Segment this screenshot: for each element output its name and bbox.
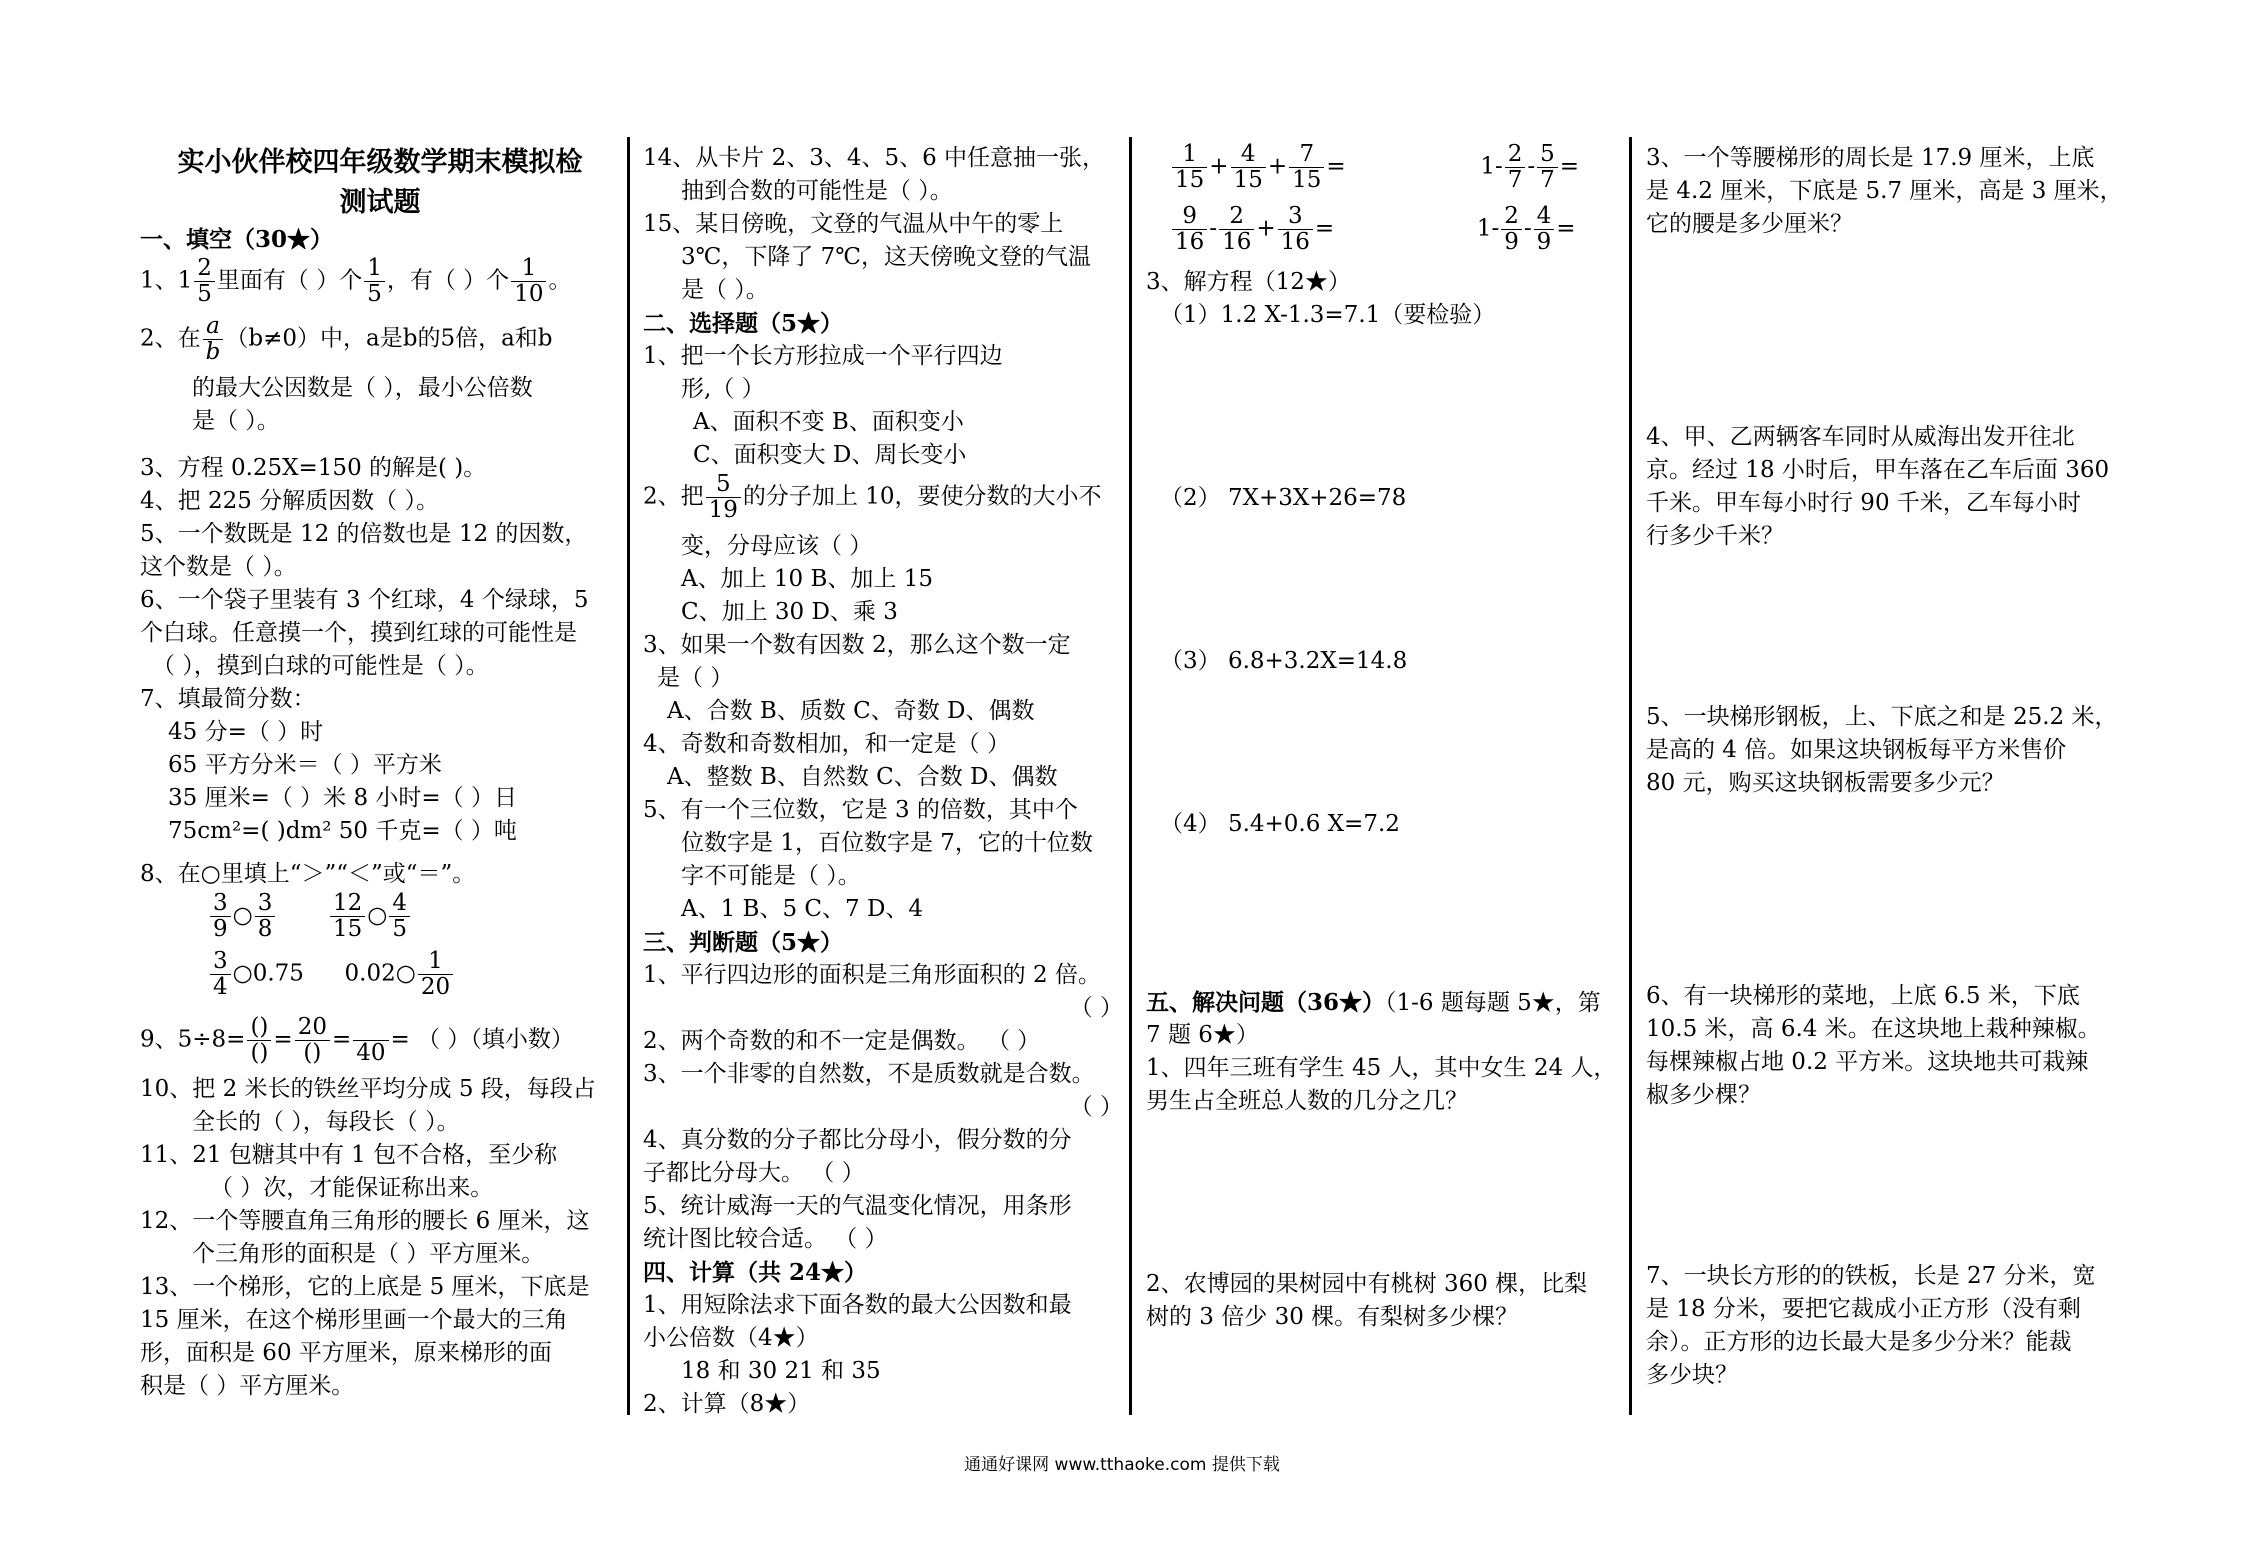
question-8: 8、在○里填上“＞”“＜”或“＝”。 [140, 861, 476, 887]
question-7: 7、填最简分数： [140, 686, 316, 712]
calc-3: 3、解方程（12★） [1146, 269, 1351, 295]
calc-2: 2、计算（8★） [643, 1391, 811, 1417]
judge-4: 4、真分数的分子都比分母小，假分数的分 [643, 1127, 1072, 1153]
column-divider [1629, 137, 1632, 1415]
choice-2: 2、把 $\frac{5}{19}$ 的分子加上 10，要使分数的大小不 [643, 471, 1102, 523]
footer-credit: 通通好课网 www.tthaoke.com 提供下载 [964, 1455, 1280, 1475]
problem-4: 4、甲、乙两辆客车同时从威海出发开往北 [1646, 424, 2075, 450]
question-13: 13、一个梯形，它的上底是 5 厘米，下底是 [140, 1274, 590, 1300]
column-divider [627, 137, 630, 1415]
question-15: 15、某日傍晚，文登的气温从中午的零上 [643, 211, 1064, 237]
calc-row-2: $\frac{9}{16}$ - $\frac{2}{16}$ + $\frac{3}{16}$ = 1- $\frac{2}{9}$ - $\frac{4}{9}$ = [1146, 204, 1626, 266]
problem-7: 7、一块长方形的的铁板，长是 27 分米，宽 [1646, 1263, 2096, 1289]
question-12: 12、一个等腰直角三角形的腰长 6 厘米，这 [140, 1208, 590, 1234]
judge-3: 3、一个非零的自然数，不是质数就是合数。 [643, 1061, 1095, 1087]
problem-5: 5、一块梯形钢板，上、下底之和是 25.2 米， [1646, 704, 2118, 730]
section-heading: 四、计算（共 24★） [643, 1259, 868, 1286]
calc-row-1: $\frac{1}{15}$ + $\frac{4}{15}$ + $\frac{7}{15}$ = 1- $\frac{2}{7}$ - $\frac{5}{7}$ = [1146, 142, 1626, 204]
problem-6: 6、有一块梯形的菜地，上底 6.5 米，下底 [1646, 983, 2080, 1009]
equation-4: （4） 5.4+0.6 X=7.2 [1160, 811, 1400, 837]
question-6: 6、一个袋子里装有 3 个红球，4 个绿球，5 [140, 587, 589, 613]
choice-3: 3、如果一个数有因数 2，那么这个数一定 [643, 632, 1071, 658]
question-2: 2、在 $\frac{a}{b}$ （b≠0）中，a是b的5倍，a和b [140, 313, 553, 365]
question-10: 10、把 2 米长的铁丝平均分成 5 段，每段占 [140, 1076, 596, 1102]
choice-1: 1、把一个长方形拉成一个平行四边 [643, 343, 1003, 369]
section-heading: 一、填空（30★） [140, 226, 334, 253]
equation-2: （2） 7X+3X+26=78 [1160, 485, 1407, 511]
column-divider [1129, 137, 1132, 1415]
equation-3: （3） 6.8+3.2X=14.8 [1160, 648, 1408, 674]
calc-1: 1、用短除法求下面各数的最大公因数和最 [643, 1292, 1072, 1318]
column-4: 3、一个等腰梯形的周长是 17.9 厘米，上底 是 4.2 厘米，下底是 5.7 厘米，高是 3 厘米， 它的腰是多少厘米？ 4、甲、乙两辆客车同时从威海出发开往北 京。经过 18 小时后，甲车落在乙车后面 360 千米。甲车每小时行 90 千米，乙车每小时 行多少千米？ 5、一块梯形钢板，上、下底之和是 25.2 米， 是高的 4 倍。如果这块钢板每平方米售价 80 元，购买这块钢板需要多少元？ 6、有一块梯形的菜地，上底 6.5 米，下底 10.5 米，高 6.4 米。在这块地上栽种辣椒。 每棵辣椒占地 0.2 平方米。这块地共可栽辣 椒多少棵？ 7、一块长方形的的铁板，长是 27 分米，宽 是 18 分米，要把它裁成小正方形（没有剩 余）。正方形的边长最大是多少分米？能裁 多少块？ [1646, 142, 2126, 1392]
section-heading: 二、选择题（5★） [643, 310, 844, 337]
question-1: 1、1 $\frac{2}{5}$ 里面有（ ）个 $\frac{1}{5}$ ，有（ ）个 $\frac{1}{10}$ 。 [140, 255, 572, 307]
judge-5: 5、统计威海一天的气温变化情况，用条形 [643, 1193, 1072, 1219]
choice-5: 5、有一个三位数，它是 3 的倍数，其中个 [643, 797, 1078, 823]
choice-4: 4、奇数和奇数相加，和一定是（ ） [643, 731, 1010, 757]
judge-1: 1、平行四边形的面积是三角形面积的 2 倍。 [643, 962, 1101, 988]
question-11: 11、21 包糖其中有 1 包不合格，至少称 [140, 1142, 558, 1168]
question-14: 14、从卡片 2、3、4、5、6 中任意抽一张， [643, 145, 1106, 171]
question-3: 3、方程 0.25X=150 的解是( )。 [140, 455, 487, 481]
question-9: 9、5÷8= $\frac{()}{()}$ = $\frac{20}{()}$ = 40 = （ ）（填小数） [140, 1014, 574, 1066]
question-5: 5、一个数既是 12 的倍数也是 12 的因数， [140, 521, 588, 547]
equation-1: （1）1.2 X-1.3=7.1（要检验） [1160, 302, 1496, 328]
section-heading: 五、解决问题（36★）（1-6 题每题 5★，第 [1146, 989, 1601, 1016]
problem-1: 1、四年三班有学生 45 人，其中女生 24 人， [1146, 1055, 1617, 1081]
page-title: 实小伙伴校四年级数学期末模拟检 测试题 [177, 147, 583, 218]
problem-3: 3、一个等腰梯形的周长是 17.9 厘米，上底 [1646, 145, 2095, 171]
column-3: $\frac{1}{15}$ + $\frac{4}{15}$ + $\frac{7}{15}$ = 1- $\frac{2}{7}$ - $\frac{5}{7}$ = $\frac{9}{16}$ - $\frac{2}{16}$ + $\frac{3}{16}$ = 1- $\frac{2}{9}$ - $\frac{4}{9}$ = 3、解方程（12★） （1）1.2 X-1.3=7.1（要检验） （2） 7X+3X+26=78 （3） 6.8+3.2X=14.8 （4） 5.4+0.6 X=7.2 五、解决问题（36★）（1-6 题每题 5★，第 7 题 6★） 1、四年三班有学生 45 人，其中女生 24 人， 男生占全班总人数的几分之几？ 2、农博园的果树园中有桃树 360 棵，比梨 树的 3 倍少 30 棵。有梨树多少棵？ [1146, 142, 1626, 1334]
column-2: 14、从卡片 2、3、4、5、6 中任意抽一张， 抽到合数的可能性是（ ）。 15、某日傍晚，文登的气温从中午的零上 3℃，下降了 7℃，这天傍晚文登的气温 是（ ）。 二、选择题（5★） 1、把一个长方形拉成一个平行四边 形,（ ） A、面积不变 B、面积变小 C、面积变大 D、周长变小 2、把 $\frac{5}{19}$ 的分子加上 10，要使分数的大小不 变，分母应该（ ） A、加上 10 B、加上 15 C、加上 30 D、乘 3 3、如果一个数有因数 2，那么这个数一定 是（ ） A、合数 B、质数 C、奇数 D、偶数 4、奇数和奇数相加，和一定是（ ） A、整数 B、自然数 C、合数 D、偶数 5、有一个三位数，它是 3 的倍数，其中个 位数字是 1，百位数字是 7，它的十位数 字不可能是（ ）。 A、1 B、5 C、7 D、4 三、判断题（5★） 1、平行四边形的面积是三角形面积的 2 倍。 （ ） 2、两个奇数的和不一定是偶数。 （ ） 3、一个非零的自然数，不是质数就是合数。 （ ） 4、真分数的分子都比分母小，假分数的分 子都比分母大。 （ ） 5、统计威海一天的气温变化情况，用条形 统计图比较合适。 （ ） 四、计算（共 24★） 1、用短除法求下面各数的最大公因数和最 小公倍数（4★） 18 和 30 21 和 35 2、计算（8★） [643, 142, 1123, 1421]
judge-2: 2、两个奇数的和不一定是偶数。 （ ） [643, 1028, 1041, 1054]
section-heading: 三、判断题（5★） [643, 929, 844, 956]
question-4: 4、把 225 分解质因数（ ）。 [140, 488, 439, 514]
column-1: 实小伙伴校四年级数学期末模拟检 测试题 一、填空（30★） 1、1 $\frac{2}{5}$ 里面有（ ）个 $\frac{1}{5}$ ，有（ ）个 $\frac{1}{10}$ 。 2、在 $\frac{a}{b}$ （b≠0）中，a是b的5倍，a和b 的最大公因数是（ ），最小公倍数 是（ ）。 3、方程 0.25X=150 的解是( )。 4、把 225 分解质因数（ ）。 5、一个数既是 12 的倍数也是 12 的因数， 这个数是（ ）。 6、一个袋子里装有 3 个红球，4 个绿球，5 个白球。任意摸一个，摸到红球的可能性是 （ ），摸到白球的可能性是（ ）。 7、填最简分数： 45 分=（ ）时 65 平方分米＝（ ）平方米 35 厘米=（ ）米 8 小时=（ ）日 75cm²=( )dm² 50 千克=（ ）吨 8、在○里填上“＞”“＜”或“＝”。 $\frac{3}{9}$ ○ $\frac{3}{8}$ $\frac{12}{15}$ ○ $\frac{4}{5}$ $\frac{3}{4}$ ○0.75 0.02○ $\frac{1}{20}$ 9、5÷8= $\frac{()}{()}$ = $\frac{20}{()}$ = 40 = （ ）（填小数） 10、把 2 米长的铁丝平均分成 5 段，每段占 全长的（ ），每段长（ ）。 11、21 包糖其中有 1 包不合格，至少称 （ ）次，才能保证称出来。 12、一个等腰直角三角形的腰长 6 厘米，这 个三角形的面积是（ ）平方厘米。 13、一个梯形，它的上底是 5 厘米，下底是 15 厘米，在这个梯形里画一个最大的三角 形，面积是 60 平方厘米，原来梯形的面 积是（ ）平方厘米。 [140, 135, 620, 1403]
problem-2: 2、农博园的果树园中有桃树 360 棵，比梨 [1146, 1271, 1588, 1297]
